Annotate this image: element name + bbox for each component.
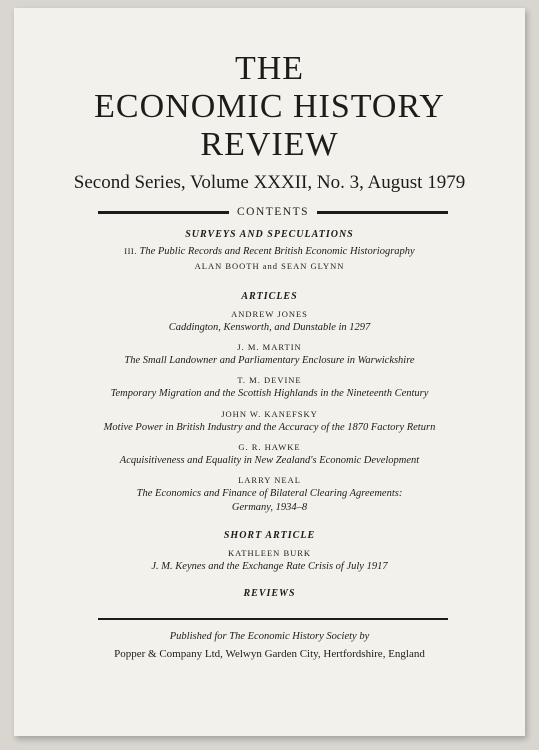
article-title: The Small Landowner and Parliamentary Enclosure in Warwickshire	[124, 355, 415, 366]
contents-header	[98, 206, 448, 218]
journal-title-line1: THE	[234, 50, 305, 87]
article-title: The Economics and Finance of Bilateral Clearing Agreements:	[136, 488, 403, 499]
contents-label: CONTENTS	[236, 206, 310, 218]
journal-title-line3: REVIEW	[200, 126, 339, 163]
article-title: Caddington, Kensworth, and Dunstable in 1297	[168, 322, 371, 333]
short-article-author: KATHLEEN BURK	[227, 548, 312, 558]
surveys-entry-title-text: The Public Records and Recent British Economic Historiography	[139, 246, 415, 257]
article-title: Motive Power in British Industry and the Accuracy of the 1870 Factory Return	[103, 422, 436, 433]
article-title: Acquisitiveness and Equality in New Zealand's Economic Development	[119, 455, 420, 466]
surveys-entry-title	[14, 246, 525, 257]
article-author: T. M. DEVINE	[237, 375, 302, 385]
footer-rule	[98, 618, 448, 620]
article-author: JOHN W. KANEFSKY	[221, 409, 318, 419]
contents-rule-right	[317, 211, 448, 214]
journal-title-line2: ECONOMIC HISTORY	[94, 88, 445, 125]
article-title-continued: Germany, 1934–8	[231, 502, 308, 513]
issue-series: Second Series, Volume XXXII, No. 3, August 1979	[73, 172, 466, 193]
article-author: LARRY NEAL	[238, 475, 301, 485]
publisher-line2: Popper & Company Ltd, Welwyn Garden City, Hertfordshire, England	[114, 648, 425, 660]
journal-cover	[14, 8, 525, 736]
section-surveys-heading: SURVEYS AND SPECULATIONS	[185, 229, 354, 240]
publisher-line1: Published for The Economic History Society by	[169, 631, 370, 642]
section-reviews-heading: REVIEWS	[243, 588, 296, 599]
article-author: J. M. MARTIN	[237, 342, 302, 352]
article-title: Temporary Migration and the Scottish Highlands in the Nineteenth Century	[110, 388, 429, 399]
section-short-article-heading: SHORT ARTICLE	[223, 530, 316, 541]
article-author: ANDREW JONES	[231, 309, 308, 319]
surveys-entry-authors: ALAN BOOTH and SEAN GLYNN	[194, 261, 345, 271]
surveys-entry-number: III.	[124, 246, 137, 256]
article-author: G. R. HAWKE	[238, 442, 301, 452]
section-articles-heading: ARTICLES	[241, 291, 298, 302]
short-article-title: J. M. Keynes and the Exchange Rate Crisis of July 1917	[151, 561, 388, 572]
contents-rule-left	[98, 211, 229, 214]
